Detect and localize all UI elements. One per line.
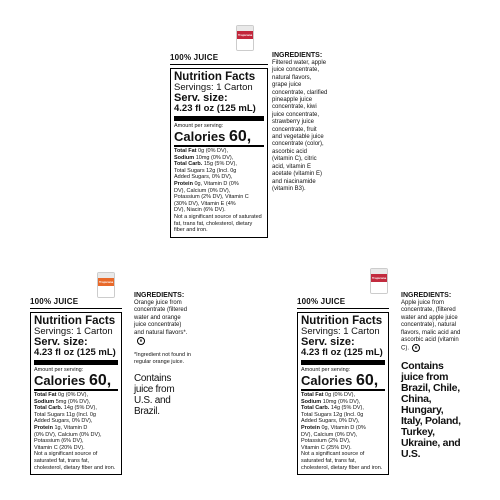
product-carton-image xyxy=(97,272,115,298)
nf-serving-size: 4.23 fl oz (125 mL) xyxy=(34,347,116,358)
ingredients-footnote: *Ingredient not found in regular orange juice. xyxy=(134,352,191,365)
nf-calories xyxy=(301,374,385,388)
nf-nutrient-line: (30% DV), Vitamin E (4% xyxy=(174,200,236,207)
nf-servings: Servings: 1 Carton xyxy=(34,326,113,337)
nf-title: Nutrition Facts xyxy=(174,71,256,83)
nf-serving-size-label: Serv. size: xyxy=(34,336,88,348)
product-carton-image xyxy=(370,268,388,294)
registered-symbol-icon: R xyxy=(137,337,145,345)
nf-nutrient-line: DV), Niacin (6% DV). xyxy=(174,207,226,214)
product-label-3 xyxy=(297,297,389,475)
nf-nutrient-line: Protein 1g, Vitamin D xyxy=(34,424,88,431)
ingredients-2 xyxy=(134,292,192,417)
juice-origin: Contains juice from U.S. and Brazil. xyxy=(134,373,175,418)
nf-amount-label: Amount per serving: xyxy=(301,367,351,373)
nf-calories-label: Calories xyxy=(174,129,226,144)
nf-serving-size: 4.23 fl oz (125 mL) xyxy=(301,347,383,358)
nutrition-facts-panel xyxy=(30,312,122,475)
nf-title: Nutrition Facts xyxy=(34,315,116,327)
nf-nutrient-line: Total Sugars 12g (Incl. 0g xyxy=(301,411,364,418)
ingredients-title: INGREDIENTS: xyxy=(134,292,185,299)
carton-logo: Tropicana xyxy=(99,280,114,284)
nf-nutrient-line: Potassium (2% DV), xyxy=(301,438,351,445)
nf-nutrient-line: DV), Calcium (0% DV), xyxy=(174,187,231,194)
nf-calories xyxy=(34,374,118,388)
product-label-2 xyxy=(30,297,122,475)
nf-servings: Servings: 1 Carton xyxy=(301,326,380,337)
nf-nutrient-line: DV), Calcium (0% DV), xyxy=(301,431,358,438)
nf-nutrient-line: Total Carb. 15g (5% DV), xyxy=(174,161,237,168)
product-label-1 xyxy=(170,53,268,238)
nutrition-facts-panel xyxy=(170,68,268,238)
ingredients-text: Orange juice from concentrate (filtered water and orange juice concentrate) and natural flavors*.R xyxy=(134,300,188,344)
nf-nutrient-line: Total Carb. 14g (5% DV), xyxy=(34,405,97,412)
nf-nutrient-line: Protein 0g, Vitamin D (0% xyxy=(301,424,366,431)
nf-calories-value: 60, xyxy=(355,372,379,389)
nf-nutrient-line: Potassium (6% DV), xyxy=(34,438,84,445)
carton-logo: Tropicana xyxy=(238,33,253,37)
juice-percent: 100% JUICE xyxy=(297,297,389,309)
juice-percent: 100% JUICE xyxy=(170,53,268,65)
nf-title: Nutrition Facts xyxy=(301,315,383,327)
nf-nutrient-line: Added Sugars, 0% DV), xyxy=(34,418,93,425)
registered-symbol-icon: R xyxy=(412,344,420,352)
nf-nutrient-line: (0% DV), Calcium (0% DV), xyxy=(34,431,102,438)
nf-nutrient-line: Potassium (2% DV), Vitamin C xyxy=(174,194,249,201)
nf-nutrient-line: Vitamin C (20% DV). xyxy=(34,444,85,451)
ingredients-text: Apple juice from concentrate, (filtered water and apple juice concentrate), natural flavors, malic acid and ascorbic acid (vitamin C). R xyxy=(401,300,461,353)
nf-nutrient-line: Sodium 10mg (0% DV), xyxy=(301,398,361,405)
nf-nutrient-line: Added Sugars, 0% DV), xyxy=(174,174,233,181)
nf-amount-label: Amount per serving: xyxy=(174,123,224,129)
ingredients-title: INGREDIENTS: xyxy=(272,52,323,59)
ingredients-title: INGREDIENTS: xyxy=(401,292,452,299)
nutrition-facts-panel xyxy=(297,312,389,475)
nf-nutrient-line: Total Fat 0g (0% DV), xyxy=(301,392,355,398)
ingredients-text: Filtered water, apple juice concentrate, natural flavors, grape juice concentrate, clarified pineapple juice concentrate, kiwi juice concentrate, strawberry juice concentrate, fruit and vegetable juice concentrate (color), ascorbic acid (vitamin C), citric acid, vitamin E acetate (vitamin E) and niacinamide (vitamin B3). xyxy=(272,60,328,192)
nf-footnote: Not a significant source of saturated fat, trans fat, cholesterol, dietary fiber and iron. xyxy=(301,451,383,471)
nf-nutrient-line: Added Sugars, 0% DV), xyxy=(301,418,360,425)
nf-nutrient-line: Protein 0g, Vitamin D (0% xyxy=(174,180,239,187)
nf-serving-size-label: Serv. size: xyxy=(174,92,228,104)
nf-nutrient-line: Total Sugars 11g (Incl. 0g xyxy=(34,411,96,418)
nf-nutrient-line: Total Sugars 12g (Incl. 0g xyxy=(174,167,237,174)
nf-nutrient-line: Total Fat 0g (0% DV), xyxy=(34,392,88,398)
nf-calories-label: Calories xyxy=(301,373,353,388)
nf-calories-value: 60, xyxy=(88,372,112,389)
ingredients-3 xyxy=(401,292,463,460)
nf-nutrient-line: Sodium 10mg (0% DV), xyxy=(174,154,234,161)
nf-calories xyxy=(174,130,264,144)
nf-calories-value: 60, xyxy=(228,128,252,145)
nf-servings: Servings: 1 Carton xyxy=(174,82,253,93)
nf-amount-label: Amount per serving: xyxy=(34,367,84,373)
nf-serving-size-label: Serv. size: xyxy=(301,336,355,348)
nf-nutrient-line: Total Fat 0g (0% DV), xyxy=(174,148,228,154)
nf-nutrient-line: Total Carb. 14g (5% DV), xyxy=(301,405,364,412)
juice-percent: 100% JUICE xyxy=(30,297,122,309)
ingredients-1 xyxy=(272,52,328,193)
nf-serving-size: 4.23 fl oz (125 mL) xyxy=(174,103,256,114)
nf-nutrient-line: Vitamin C (25% DV). xyxy=(301,444,352,451)
nf-nutrient-line: Sodium 5mg (0% DV), xyxy=(34,398,91,405)
product-carton-image xyxy=(236,25,254,51)
nf-calories-label: Calories xyxy=(34,373,86,388)
juice-origin: Contains juice from Brazil, Chile, China, Hungary, Italy, Poland, Turkey, Ukraine, and U.S. xyxy=(401,360,461,461)
carton-logo: Tropicana xyxy=(372,276,387,280)
nf-footnote: Not a significant source of saturated fat, trans fat, cholesterol, dietary fiber and iron. xyxy=(174,213,262,234)
nf-footnote: Not a significant source of saturated fat, trans fat, cholesterol, dietary fiber and iron. xyxy=(34,451,116,471)
